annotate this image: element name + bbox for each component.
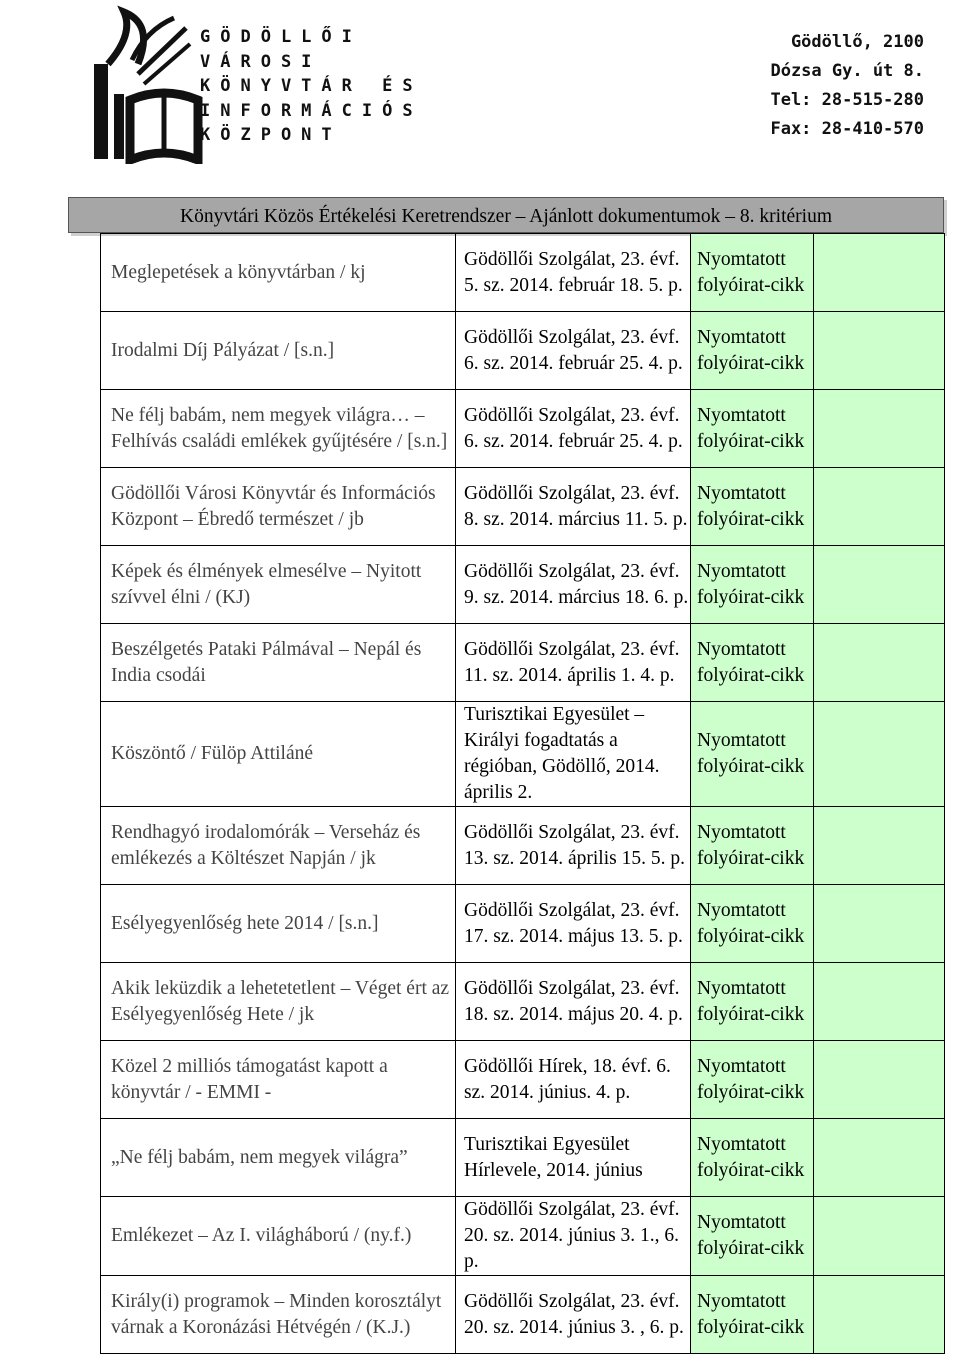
table-row [101, 468, 945, 546]
org-name-line: KÖNYVTÁR ÉS [200, 76, 423, 96]
address-phone: Tel: 28-515-280 [770, 90, 924, 110]
org-name-line: VÁROSI [200, 51, 322, 72]
doc-source: Gödöllői Szolgálat, 23. évf. 9. sz. 2014. március 18. 6. p. [456, 546, 691, 624]
doc-title: Ne félj babám, nem megyek világra… – Felhívás családi emlékek gyűjtésére / [s.n.] [101, 390, 456, 468]
doc-source: Gödöllői Szolgálat, 23. évf. 20. sz. 2014. június 3. , 6. p. [456, 1276, 691, 1354]
doc-source: Turisztikai Egyesület Hírlevele, 2014. június [456, 1119, 691, 1197]
empty-cell [814, 1276, 945, 1354]
doc-source: Gödöllői Szolgálat, 23. évf. 6. sz. 2014. február 25. 4. p. [456, 390, 691, 468]
doc-title: Köszöntő / Fülöp Attiláné [101, 702, 456, 807]
address-city: Gödöllő, 2100 [790, 32, 924, 52]
empty-cell [814, 390, 945, 468]
table-row [101, 1276, 945, 1354]
address-street: Dózsa Gy. út 8. [770, 61, 924, 81]
doc-title: Rendhagyó irodalomórák – Verseház és emlékezés a Költészet Napján / jk [101, 807, 456, 885]
table-row [101, 312, 945, 390]
address-fax: Fax: 28-410-570 [770, 119, 924, 139]
doc-type: Nyomtatott folyóirat-cikk [691, 546, 814, 624]
table-row [101, 1119, 945, 1197]
org-name-line: GÖDÖLLŐI [200, 27, 362, 47]
doc-type: Nyomtatott folyóirat-cikk [691, 1197, 814, 1276]
table-row [101, 702, 945, 807]
table-row [101, 1197, 945, 1276]
empty-cell [814, 234, 945, 312]
doc-title: Akik leküzdik a lehetetetlent – Véget ért az Esélyegyenlőség Hete / jk [101, 963, 456, 1041]
doc-title: Beszélgetés Pataki Pálmával – Nepál és India csodái [101, 624, 456, 702]
doc-source: Turisztikai Egyesület – Királyi fogadtatás a régióban, Gödöllő, 2014. április 2. [456, 702, 691, 807]
doc-title: Irodalmi Díj Pályázat / [s.n.] [101, 312, 456, 390]
doc-source: Gödöllői Szolgálat, 23. évf. 6. sz. 2014. február 25. 4. p. [456, 312, 691, 390]
table-row [101, 807, 945, 885]
doc-source: Gödöllői Szolgálat, 23. évf. 5. sz. 2014. február 18. 5. p. [456, 234, 691, 312]
doc-source: Gödöllői Szolgálat, 23. évf. 18. sz. 2014. május 20. 4. p. [456, 963, 691, 1041]
empty-cell [814, 468, 945, 546]
doc-source: Gödöllői Szolgálat, 23. évf. 20. sz. 2014. június 3. 1., 6. p. [456, 1197, 691, 1276]
doc-type: Nyomtatott folyóirat-cikk [691, 1276, 814, 1354]
doc-title: Közel 2 milliós támogatást kapott a könyvtár / - EMMI - [101, 1041, 456, 1119]
table-row [101, 390, 945, 468]
org-name [200, 25, 423, 148]
doc-title: Emlékezet – Az I. világháború / (ny.f.) [101, 1197, 456, 1276]
documents-table [100, 233, 945, 1354]
doc-type: Nyomtatott folyóirat-cikk [691, 312, 814, 390]
empty-cell [814, 702, 945, 807]
doc-type: Nyomtatott folyóirat-cikk [691, 885, 814, 963]
table-row [101, 1041, 945, 1119]
empty-cell [814, 1041, 945, 1119]
doc-type: Nyomtatott folyóirat-cikk [691, 468, 814, 546]
doc-source: Gödöllői Szolgálat, 23. évf. 17. sz. 2014. május 13. 5. p. [456, 885, 691, 963]
org-name-line: INFORMÁCIÓS [200, 100, 423, 121]
doc-source: Gödöllői Szolgálat, 23. évf. 13. sz. 2014. április 15. 5. p. [456, 807, 691, 885]
doc-title: Képek és élmények elmesélve – Nyitott szívvel élni / (KJ) [101, 546, 456, 624]
doc-source: Gödöllői Szolgálat, 23. évf. 8. sz. 2014. március 11. 5. p. [456, 468, 691, 546]
doc-type: Nyomtatott folyóirat-cikk [691, 807, 814, 885]
doc-title: Meglepetések a könyvtárban / kj [101, 234, 456, 312]
address-block [770, 28, 924, 144]
empty-cell [814, 1197, 945, 1276]
empty-cell [814, 312, 945, 390]
org-name-line: KÖZPONT [200, 125, 342, 145]
empty-cell [814, 885, 945, 963]
doc-type: Nyomtatott folyóirat-cikk [691, 1119, 814, 1197]
table-row [101, 546, 945, 624]
doc-type: Nyomtatott folyóirat-cikk [691, 702, 814, 807]
empty-cell [814, 807, 945, 885]
doc-title: Esélyegyenlőség hete 2014 / [s.n.] [101, 885, 456, 963]
doc-title: Király(i) programok – Minden korosztályt várnak a Koronázási Hétvégén / (K.J.) [101, 1276, 456, 1354]
doc-type: Nyomtatott folyóirat-cikk [691, 1041, 814, 1119]
doc-source: Gödöllői Hírek, 18. évf. 6. sz. 2014. június. 4. p. [456, 1041, 691, 1119]
empty-cell [814, 963, 945, 1041]
doc-title: Gödöllői Városi Könyvtár és Információs Központ – Ébredő természet / jb [101, 468, 456, 546]
doc-type: Nyomtatott folyóirat-cikk [691, 624, 814, 702]
table-row [101, 885, 945, 963]
empty-cell [814, 1119, 945, 1197]
table-row [101, 963, 945, 1041]
doc-type: Nyomtatott folyóirat-cikk [691, 390, 814, 468]
doc-source: Gödöllői Szolgálat, 23. évf. 11. sz. 2014. április 1. 4. p. [456, 624, 691, 702]
empty-cell [814, 546, 945, 624]
doc-title: „Ne félj babám, nem megyek világra” [101, 1119, 456, 1197]
library-logo [94, 4, 204, 164]
section-banner: Könyvtári Közös Értékelési Keretrendszer – Ajánlott dokumentumok – 8. kritérium [68, 197, 944, 233]
empty-cell [814, 624, 945, 702]
table-row [101, 624, 945, 702]
table-row [101, 234, 945, 312]
doc-type: Nyomtatott folyóirat-cikk [691, 963, 814, 1041]
doc-type: Nyomtatott folyóirat-cikk [691, 234, 814, 312]
